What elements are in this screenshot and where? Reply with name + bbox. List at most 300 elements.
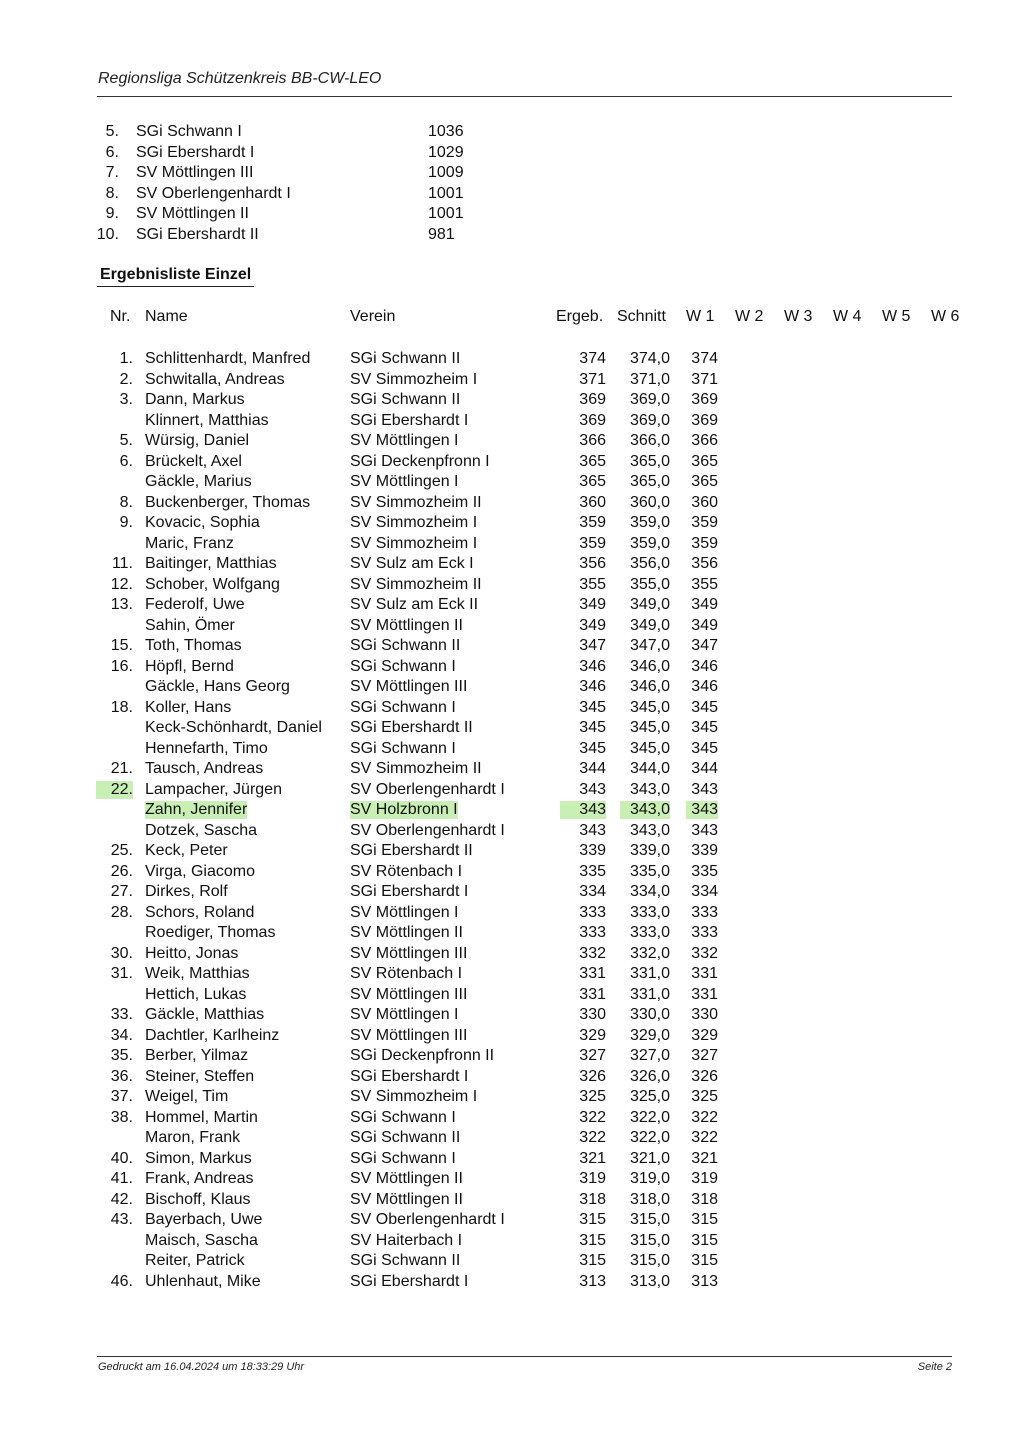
- table-row: [0, 861, 1024, 882]
- table-row: [0, 389, 1024, 410]
- result-w1: 355: [691, 575, 718, 593]
- result-w1: 345: [691, 719, 718, 736]
- result-rank: 9.: [119, 514, 133, 531]
- table-row: [0, 1127, 1024, 1148]
- column-header-w1: W 1: [686, 308, 715, 325]
- result-w1: 331: [691, 965, 718, 982]
- table-row: [0, 451, 1024, 472]
- result-w1: 319: [691, 1170, 718, 1187]
- result-w1: 360: [691, 493, 718, 511]
- table-row: [0, 1168, 1024, 1189]
- result-w1: 315: [691, 1211, 718, 1228]
- table-row: [0, 1107, 1024, 1128]
- result-total: 369: [579, 411, 606, 429]
- result-w1: 327: [691, 1047, 718, 1064]
- result-w1: 335: [691, 862, 718, 880]
- result-total: 334: [579, 883, 606, 900]
- result-rank: 34.: [110, 1026, 133, 1044]
- column-header-name: Name: [145, 308, 188, 325]
- result-total: 318: [579, 1190, 606, 1208]
- club-name: SGi Schwann II: [350, 1252, 461, 1269]
- club-name: SGi Schwann I: [350, 657, 456, 675]
- result-total: 345: [579, 698, 606, 716]
- table-row: [0, 840, 1024, 861]
- team-name: SGi Ebershardt II: [136, 225, 259, 243]
- shooter-name: Bayerbach, Uwe: [145, 1211, 263, 1228]
- section-title: Ergebnisliste Einzel: [100, 266, 252, 283]
- result-rank: 2.: [119, 370, 133, 388]
- shooter-name: Keck, Peter: [145, 842, 228, 859]
- result-total: 322: [579, 1108, 606, 1126]
- shooter-name: Schlittenhardt, Manfred: [145, 350, 311, 367]
- result-total: 347: [579, 637, 606, 654]
- header-divider: [97, 96, 952, 97]
- result-total: 327: [579, 1047, 606, 1064]
- shooter-name: Toth, Thomas: [145, 637, 242, 654]
- result-w1: 343: [691, 821, 718, 839]
- club-name: SV Haiterbach I: [350, 1231, 463, 1249]
- result-w1: 331: [691, 985, 718, 1003]
- result-total: 325: [579, 1088, 606, 1105]
- club-name: SV Möttlingen II: [350, 924, 463, 941]
- table-row: [0, 410, 1024, 431]
- table-row: [0, 1209, 1024, 1230]
- shooter-name: Roediger, Thomas: [145, 924, 276, 941]
- result-w1: 326: [691, 1067, 718, 1085]
- shooter-name: Schober, Wolfgang: [145, 575, 280, 593]
- page-header-title: Regionsliga Schützenkreis BB-CW-LEO: [98, 70, 382, 87]
- result-total: 335: [579, 862, 606, 880]
- result-total: 343: [560, 801, 606, 819]
- result-total: 315: [579, 1252, 606, 1269]
- result-w1: 346: [691, 678, 718, 695]
- result-w1: 365: [691, 473, 718, 490]
- result-average: 322,0: [629, 1129, 670, 1146]
- result-w1: 332: [691, 944, 718, 962]
- team-row: [0, 224, 1024, 245]
- result-rank: 3.: [119, 391, 133, 408]
- table-row: [0, 963, 1024, 984]
- column-header-w4: W 4: [833, 308, 862, 325]
- result-total: 333: [579, 924, 606, 941]
- club-name: SGi Ebershardt II: [350, 842, 473, 859]
- table-row: [0, 512, 1024, 533]
- result-w1: 365: [691, 452, 718, 470]
- result-average: 345,0: [629, 698, 670, 716]
- club-name: SGi Schwann I: [350, 698, 456, 716]
- result-average: 359,0: [629, 514, 670, 531]
- table-row: [0, 984, 1024, 1005]
- result-rank: 30.: [110, 944, 133, 962]
- shooter-name: Dachtler, Karlheinz: [145, 1026, 280, 1044]
- result-total: 331: [579, 985, 606, 1003]
- section-title-underline: [97, 286, 254, 287]
- result-average: 334,0: [629, 883, 670, 900]
- table-row: [0, 717, 1024, 738]
- result-rank: 8.: [119, 493, 133, 511]
- table-row: [0, 779, 1024, 800]
- result-average: 318,0: [629, 1190, 670, 1208]
- table-row: [0, 881, 1024, 902]
- result-w1: 321: [691, 1149, 718, 1167]
- shooter-name: Frank, Andreas: [145, 1170, 254, 1187]
- result-average: 325,0: [629, 1088, 670, 1105]
- result-average: 366,0: [629, 432, 670, 449]
- result-average: 347,0: [629, 637, 670, 654]
- table-row: [0, 348, 1024, 369]
- result-total: 365: [579, 473, 606, 490]
- result-total: 339: [579, 842, 606, 859]
- result-rank: 37.: [110, 1088, 133, 1105]
- result-w1: 343: [691, 780, 718, 798]
- result-average: 315,0: [629, 1211, 670, 1228]
- column-header-w6: W 6: [931, 308, 960, 325]
- result-rank: 11.: [111, 555, 133, 572]
- result-rank: 28.: [110, 903, 133, 921]
- result-total: 332: [579, 944, 606, 962]
- result-average: 369,0: [629, 411, 670, 429]
- result-average: 331,0: [629, 985, 670, 1003]
- result-w1: 366: [691, 432, 718, 449]
- result-average: 369,0: [629, 391, 670, 408]
- shooter-name: Sahin, Ömer: [145, 616, 235, 634]
- table-row: [0, 799, 1024, 820]
- team-name: SGi Schwann I: [136, 123, 242, 140]
- result-total: 344: [579, 760, 606, 777]
- club-name: SV Möttlingen II: [350, 1190, 463, 1208]
- table-row: [0, 676, 1024, 697]
- result-total: 313: [579, 1272, 606, 1290]
- result-w1: 345: [691, 739, 718, 757]
- result-rank: 26.: [110, 862, 133, 880]
- result-w1: 346: [691, 657, 718, 675]
- shooter-name: Maisch, Sascha: [145, 1231, 258, 1249]
- shooter-name: Zahn, Jennifer: [145, 801, 248, 818]
- result-rank: 6.: [119, 452, 133, 470]
- team-row: [0, 203, 1024, 224]
- shooter-name: Lampacher, Jürgen: [145, 780, 282, 798]
- result-w1: 333: [691, 924, 718, 941]
- team-name: SV Möttlingen II: [136, 205, 249, 223]
- result-w1: 322: [691, 1129, 718, 1146]
- result-rank: 35.: [110, 1047, 133, 1064]
- table-row: [0, 1230, 1024, 1251]
- result-average: 319,0: [629, 1170, 670, 1187]
- shooter-name: Weigel, Tim: [145, 1088, 229, 1105]
- table-row: [0, 1025, 1024, 1046]
- column-header-w3: W 3: [784, 308, 813, 325]
- result-average: 326,0: [629, 1067, 670, 1085]
- table-row: [0, 902, 1024, 923]
- column-header-w2: W 2: [735, 308, 764, 325]
- result-w1: 359: [691, 534, 718, 552]
- result-average: 333,0: [629, 903, 670, 921]
- result-average: 321,0: [629, 1149, 670, 1167]
- club-name: SGi Deckenpfronn I: [350, 452, 490, 470]
- result-average: 331,0: [629, 965, 670, 982]
- result-average: 315,0: [629, 1252, 670, 1269]
- result-total: 349: [579, 616, 606, 634]
- team-score: 981: [428, 225, 455, 243]
- result-rank: 41.: [110, 1170, 133, 1187]
- shooter-name: Buckenberger, Thomas: [145, 493, 311, 511]
- shooter-name: Hommel, Martin: [145, 1108, 258, 1126]
- shooter-name: Gäckle, Marius: [145, 473, 252, 490]
- result-total: 359: [579, 534, 606, 552]
- result-total: 321: [579, 1149, 606, 1167]
- result-rank: 5.: [119, 432, 133, 449]
- result-total: 322: [579, 1129, 606, 1146]
- club-name: SV Sulz am Eck II: [350, 596, 479, 613]
- shooter-name: Berber, Yilmaz: [145, 1047, 249, 1064]
- shooter-name: Hennefarth, Timo: [145, 739, 268, 757]
- result-rank: 31.: [110, 965, 133, 982]
- club-name: SV Möttlingen I: [350, 1006, 459, 1023]
- club-name: SV Rötenbach I: [350, 862, 463, 880]
- club-name: SGi Ebershardt I: [350, 883, 469, 900]
- result-w1: 349: [691, 596, 718, 613]
- shooter-name: Dotzek, Sascha: [145, 821, 258, 839]
- shooter-name: Baitinger, Matthias: [145, 555, 277, 572]
- result-total: 345: [579, 739, 606, 757]
- result-total: 369: [579, 391, 606, 408]
- team-score: 1001: [428, 205, 464, 223]
- result-average: 355,0: [629, 575, 670, 593]
- result-average: 365,0: [629, 473, 670, 490]
- table-row: [0, 471, 1024, 492]
- column-header-ergeb: Ergeb.: [556, 308, 604, 325]
- club-name: SGi Ebershardt I: [350, 1067, 469, 1085]
- footer-divider: [97, 1356, 952, 1357]
- result-average: 343,0: [629, 821, 670, 839]
- shooter-name: Keck-Schönhardt, Daniel: [145, 719, 322, 736]
- shooter-name: Maric, Franz: [145, 534, 234, 552]
- table-row: [0, 1250, 1024, 1271]
- result-w1: 356: [691, 555, 718, 572]
- team-score: 1036: [428, 123, 464, 140]
- result-w1: 345: [691, 698, 718, 716]
- table-row: [0, 1148, 1024, 1169]
- result-average: 327,0: [629, 1047, 670, 1064]
- table-row: [0, 492, 1024, 513]
- result-total: 346: [579, 678, 606, 695]
- column-header-nr: Nr.: [110, 308, 131, 325]
- shooter-name: Tausch, Andreas: [145, 760, 264, 777]
- result-rank: 40.: [110, 1149, 133, 1167]
- result-rank: 42.: [110, 1190, 133, 1208]
- club-name: SV Simmozheim I: [350, 534, 478, 552]
- shooter-name: Bischoff, Klaus: [145, 1190, 251, 1208]
- result-w1: 344: [691, 760, 718, 777]
- result-rank: 15.: [110, 637, 133, 654]
- result-total: 346: [579, 657, 606, 675]
- result-average: 333,0: [629, 924, 670, 941]
- club-name: SV Holzbronn I: [350, 801, 458, 818]
- result-average: 360,0: [629, 493, 670, 511]
- result-w1: 322: [691, 1108, 718, 1126]
- result-average: 315,0: [629, 1231, 670, 1249]
- shooter-name: Brückelt, Axel: [145, 452, 242, 470]
- table-row: [0, 758, 1024, 779]
- result-average: 339,0: [629, 842, 670, 859]
- result-total: 360: [579, 493, 606, 511]
- result-average: 349,0: [629, 616, 670, 634]
- shooter-name: Gäckle, Hans Georg: [145, 678, 290, 695]
- result-rank: 38.: [110, 1108, 133, 1126]
- result-rank: 12.: [110, 575, 133, 593]
- club-name: SV Möttlingen III: [350, 985, 468, 1003]
- column-header-schnitt: Schnitt: [617, 308, 666, 325]
- result-w1: 333: [691, 903, 718, 921]
- result-average: 329,0: [629, 1026, 670, 1044]
- column-header-verein: Verein: [350, 308, 396, 325]
- result-rank: 25.: [110, 842, 133, 859]
- team-score: 1009: [428, 164, 464, 182]
- result-rank: 36.: [110, 1067, 133, 1085]
- result-average: 313,0: [629, 1272, 670, 1290]
- shooter-name: Reiter, Patrick: [145, 1252, 245, 1269]
- table-row: [0, 1189, 1024, 1210]
- team-name: SV Oberlengenhardt I: [136, 184, 291, 202]
- club-name: SV Oberlengenhardt I: [350, 1211, 505, 1228]
- club-name: SGi Schwann I: [350, 1149, 456, 1167]
- result-average: 330,0: [629, 1006, 670, 1023]
- result-w1: 369: [691, 411, 718, 429]
- team-rank: 9.: [105, 205, 119, 223]
- result-total: 355: [579, 575, 606, 593]
- team-score: 1001: [428, 184, 464, 202]
- team-name: SV Möttlingen III: [136, 164, 254, 182]
- shooter-name: Steiner, Steffen: [145, 1067, 255, 1085]
- shooter-name: Heitto, Jonas: [145, 944, 239, 962]
- result-average: 343,0: [620, 801, 670, 819]
- table-row: [0, 943, 1024, 964]
- table-row: [0, 1066, 1024, 1087]
- shooter-name: Dann, Markus: [145, 391, 245, 408]
- shooter-name: Höpfl, Bernd: [145, 657, 234, 675]
- result-total: 315: [579, 1211, 606, 1228]
- team-rank: 8.: [105, 184, 119, 202]
- table-row: [0, 820, 1024, 841]
- result-rank: 27.: [110, 883, 133, 900]
- result-average: 322,0: [629, 1108, 670, 1126]
- shooter-name: Würsig, Daniel: [145, 432, 250, 449]
- result-rank: 46.: [110, 1272, 133, 1290]
- club-name: SGi Schwann II: [350, 350, 461, 367]
- results-table: [0, 348, 1024, 1291]
- result-w1: 315: [691, 1231, 718, 1249]
- club-name: SV Simmozheim II: [350, 760, 482, 777]
- shooter-name: Koller, Hans: [145, 698, 232, 716]
- result-w1: 318: [691, 1190, 718, 1208]
- result-w1: 329: [691, 1026, 718, 1044]
- team-rank: 6.: [105, 143, 119, 161]
- club-name: SV Möttlingen II: [350, 1170, 463, 1187]
- result-w1: 374: [691, 350, 718, 367]
- result-total: 343: [579, 821, 606, 839]
- team-ranking-list: [0, 121, 1024, 245]
- result-total: 331: [579, 965, 606, 982]
- result-total: 345: [579, 719, 606, 736]
- shooter-name: Schors, Roland: [145, 903, 255, 921]
- shooter-name: Uhlenhaut, Mike: [145, 1272, 261, 1290]
- team-row: [0, 183, 1024, 204]
- table-row: [0, 369, 1024, 390]
- table-row: [0, 1271, 1024, 1292]
- result-rank: 33.: [110, 1006, 133, 1023]
- result-average: 346,0: [629, 678, 670, 695]
- result-w1: 334: [691, 883, 718, 900]
- team-row: [0, 162, 1024, 183]
- result-rank: 22.: [96, 781, 133, 799]
- team-row: [0, 121, 1024, 142]
- club-name: SGi Schwann I: [350, 739, 456, 757]
- table-row: [0, 1004, 1024, 1025]
- shooter-name: Virga, Giacomo: [145, 862, 255, 880]
- result-total: 319: [579, 1170, 606, 1187]
- club-name: SV Möttlingen II: [350, 616, 463, 634]
- result-rank: 16.: [110, 657, 133, 675]
- result-total: 333: [579, 903, 606, 921]
- result-total: 365: [579, 452, 606, 470]
- result-w1: 371: [691, 370, 718, 388]
- result-average: 359,0: [629, 534, 670, 552]
- table-row: [0, 922, 1024, 943]
- table-row: [0, 656, 1024, 677]
- club-name: SV Möttlingen III: [350, 1026, 468, 1044]
- result-rank: 21.: [110, 760, 133, 777]
- team-rank: 7.: [105, 164, 119, 182]
- team-rank: 5.: [105, 123, 119, 140]
- club-name: SGi Deckenpfronn II: [350, 1047, 495, 1064]
- shooter-name: Federolf, Uwe: [145, 596, 245, 613]
- result-average: 345,0: [629, 719, 670, 736]
- result-average: 346,0: [629, 657, 670, 675]
- result-w1: 315: [691, 1252, 718, 1269]
- table-row: [0, 635, 1024, 656]
- shooter-name: Hettich, Lukas: [145, 985, 247, 1003]
- result-w1: 325: [691, 1088, 718, 1105]
- result-average: 335,0: [629, 862, 670, 880]
- shooter-name: Kovacic, Sophia: [145, 514, 260, 531]
- result-average: 344,0: [629, 760, 670, 777]
- club-name: SGi Ebershardt I: [350, 411, 469, 429]
- result-w1: 369: [691, 391, 718, 408]
- shooter-name: Weik, Matthias: [145, 965, 250, 982]
- result-total: 326: [579, 1067, 606, 1085]
- result-average: 371,0: [629, 370, 670, 388]
- club-name: SV Simmozheim I: [350, 1088, 478, 1105]
- club-name: SGi Schwann II: [350, 391, 461, 408]
- result-average: 343,0: [629, 780, 670, 798]
- result-total: 343: [579, 780, 606, 798]
- result-w1: 359: [691, 514, 718, 531]
- club-name: SGi Schwann II: [350, 1129, 461, 1146]
- shooter-name: Gäckle, Matthias: [145, 1006, 265, 1023]
- result-average: 332,0: [629, 944, 670, 962]
- result-total: 366: [579, 432, 606, 449]
- result-total: 329: [579, 1026, 606, 1044]
- result-total: 356: [579, 555, 606, 572]
- result-average: 349,0: [629, 596, 670, 613]
- team-score: 1029: [428, 143, 464, 161]
- table-row: [0, 1086, 1024, 1107]
- team-name: SGi Ebershardt I: [136, 143, 255, 161]
- club-name: SV Sulz am Eck I: [350, 555, 474, 572]
- shooter-name: Dirkes, Rolf: [145, 883, 228, 900]
- result-total: 349: [579, 596, 606, 613]
- result-w1: 347: [691, 637, 718, 654]
